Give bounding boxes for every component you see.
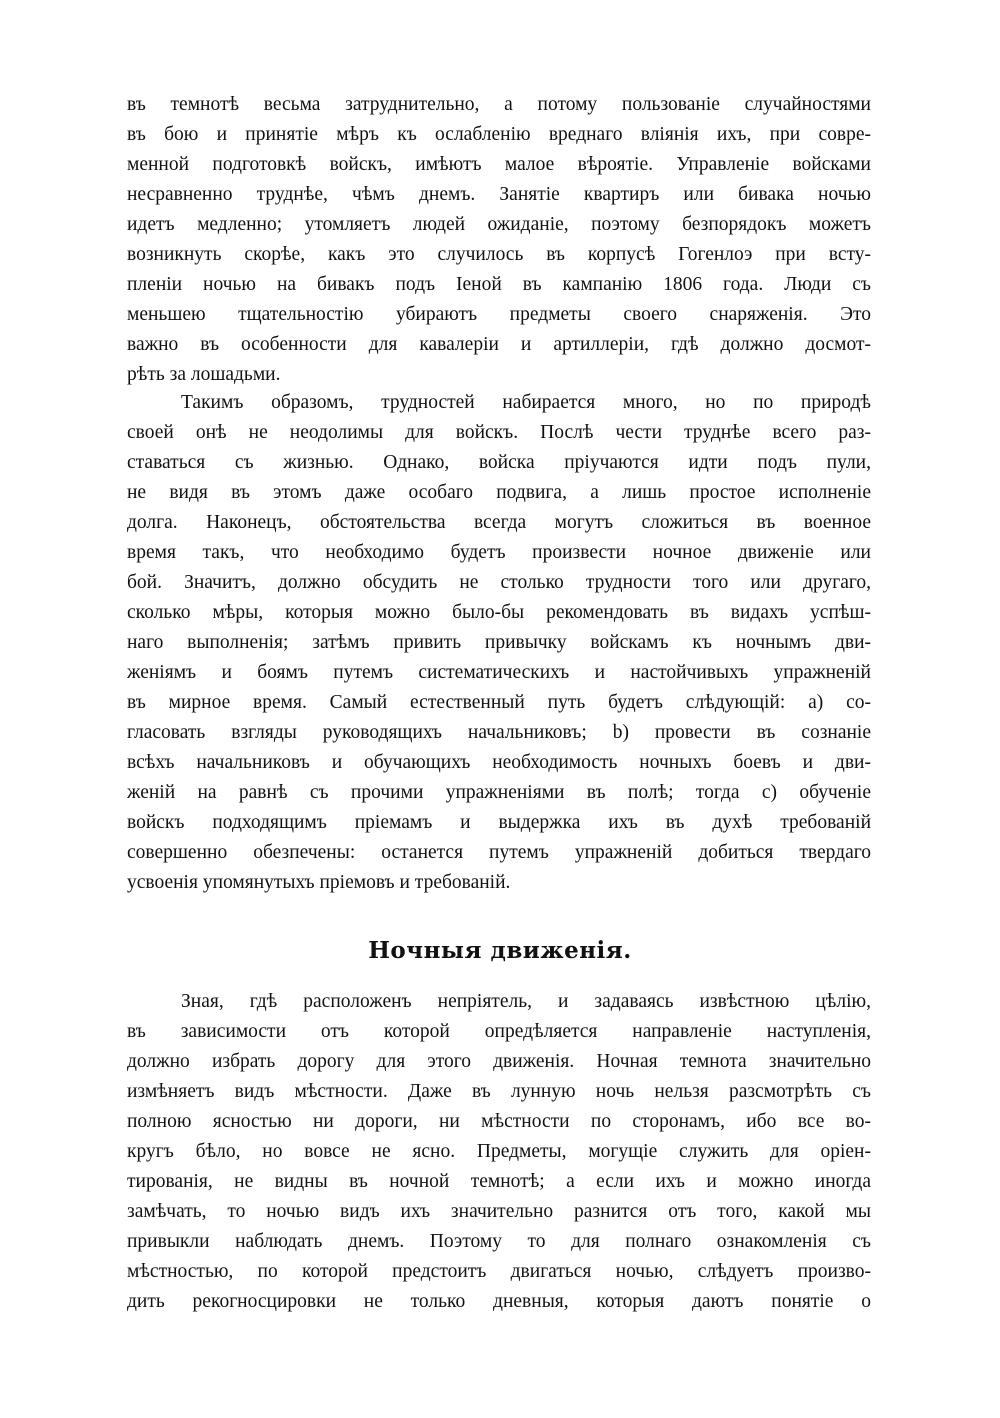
- text-line: женій на равнѣ съ прочими упражненіями въ полѣ; тогда с) обученіе: [127, 782, 871, 803]
- text-line: мѣстностью, по которой предстоитъ двигаться ночью, слѣдуетъ произво-: [127, 1261, 871, 1282]
- text-line: сколько мѣры, которыя можно было-бы рекомендовать въ видахъ успѣш-: [127, 602, 871, 623]
- text-line: идетъ медленно; утомляетъ людей ожиданіе, поэтому безпорядокъ можетъ: [127, 214, 871, 235]
- text-line: не видя въ этомъ даже особаго подвига, а лишь простое исполненіе: [127, 482, 871, 503]
- text-line: въ темнотѣ весьма затруднительно, а потому пользованіе случайностями: [127, 94, 871, 115]
- text-line: замѣчать, то ночью видъ ихъ значительно разнится отъ того, какой мы: [127, 1201, 871, 1222]
- section-heading: Ночныя движенія.: [368, 937, 632, 964]
- text-line: несравненно труднѣе, чѣмъ днемъ. Занятіе квартиръ или бивака ночью: [127, 184, 871, 205]
- text-line: менной подготовкѣ войскъ, имѣютъ малое вѣроятіе. Управленіе войсками: [127, 154, 871, 175]
- text-line: привыкли наблюдать днемъ. Поэтому то для полнаго ознакомленія съ: [127, 1231, 871, 1252]
- text-line: меньшею тщательностію убираютъ предметы своего снаряженія. Это: [127, 304, 871, 325]
- paragraph-1: [127, 90, 871, 390]
- text-line: полною ясностью ни дороги, ни мѣстности по сторонамъ, ибо все во-: [127, 1111, 871, 1132]
- text-line: въ зависимости отъ которой опредѣляется направленіе наступленія,: [127, 1021, 871, 1042]
- text-line: долга. Наконецъ, обстоятельства всегда могутъ сложиться въ военное: [127, 512, 871, 533]
- text-line: войскъ подходящимъ пріемамъ и выдержка ихъ въ духѣ требованій: [127, 812, 871, 833]
- text-line: всѣхъ начальниковъ и обучающихъ необходимость ночныхъ боевъ и дви-: [127, 752, 871, 773]
- paragraph-2: [127, 388, 871, 898]
- text-line: женіямъ и боямъ путемъ систематическихъ и настойчивыхъ упражненій: [127, 662, 871, 683]
- text-line: Такимъ образомъ, трудностей набирается много, но по природѣ: [181, 392, 871, 413]
- text-line: важно въ особенности для кавалеріи и артиллеріи, гдѣ должно досмот-: [127, 334, 871, 355]
- text-line: тированія, не видны въ ночной темнотѣ; а если ихъ и можно иногда: [127, 1171, 871, 1192]
- paragraph-3: [127, 987, 871, 1317]
- text-line: Зная, гдѣ расположенъ непріятель, и задаваясь извѣстною цѣлію,: [181, 991, 871, 1012]
- text-line: время такъ, что необходимо будетъ произвести ночное движеніе или: [127, 542, 871, 563]
- text-line: возникнуть скорѣе, какъ это случилось въ корпусѣ Гогенлоэ при всту-: [127, 244, 871, 265]
- text-line: гласовать взгляды руководящихъ начальниковъ; b) провести въ сознаніе: [127, 722, 871, 743]
- text-line: въ мирное время. Самый естественный путь будетъ слѣдующій: а) со-: [127, 692, 871, 713]
- text-line: совершенно обезпечены: останется путемъ упражненій добиться твердаго: [127, 842, 871, 863]
- text-line: рѣть за лошадьми.: [127, 364, 281, 385]
- text-line: наго выполненія; затѣмъ привить привычку войскамъ къ ночнымъ дви-: [127, 632, 871, 653]
- text-line: кругъ бѣло, но вовсе не ясно. Предметы, могущіе служить для оріен-: [127, 1141, 871, 1162]
- text-line: дить рекогносцировки не только дневныя, которыя даютъ понятіе о: [127, 1291, 871, 1312]
- text-line: должно избрать дорогу для этого движенія. Ночная темнота значительно: [127, 1051, 871, 1072]
- text-line: въ бою и принятіе мѣръ къ ослабленію вреднаго вліянія ихъ, при совре-: [127, 124, 871, 145]
- text-line: своей онѣ не неодолимы для войскъ. Послѣ чести труднѣе всего раз-: [127, 422, 871, 443]
- text-line: пленіи ночью на бивакъ подъ Іеной въ кампанію 1806 года. Люди съ: [127, 274, 871, 295]
- text-line: ставаться съ жизнью. Однако, войска пріучаются идти подъ пули,: [127, 452, 871, 473]
- text-line: усвоенія упомянутыхъ пріемовъ и требованій.: [127, 872, 511, 893]
- text-line: измѣняетъ видъ мѣстности. Даже въ лунную ночь нельзя разсмотрѣть съ: [127, 1081, 871, 1102]
- text-line: бой. Значитъ, должно обсудить не столько трудности того или другаго,: [127, 572, 871, 593]
